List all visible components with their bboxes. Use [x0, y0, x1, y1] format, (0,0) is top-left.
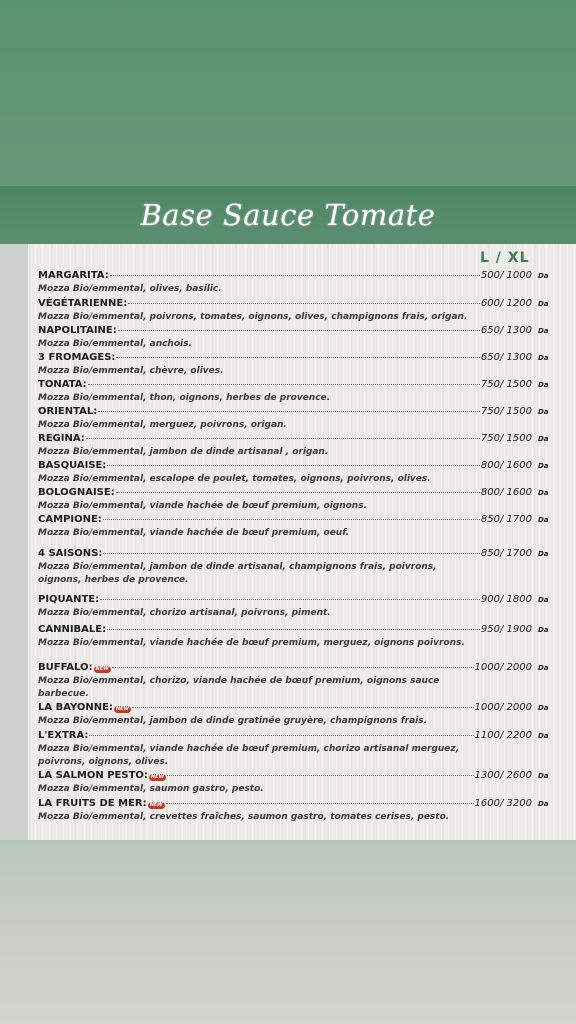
- pizza-description: Mozza Bio/emmental, viande hachée de bœuf premium, chorizo artisanal merguez, poivrons, oignons, olives.: [38, 744, 460, 767]
- pizza-price: 950/ 1900: [480, 624, 532, 635]
- pizza-description: Mozza Bio/emmental, thon, oignons, herbes de provence.: [38, 393, 331, 403]
- pizza-name: BASQUAISE:: [38, 460, 107, 471]
- pizza-price: 1000/ 2000: [474, 702, 532, 713]
- footer-background: [0, 840, 576, 1024]
- currency-label: Da: [538, 516, 549, 524]
- currency-label: Da: [538, 704, 549, 712]
- pizza-price: 1600/ 3200: [474, 798, 532, 809]
- pizza-item: [38, 270, 550, 296]
- pizza-description: Mozza Bio/emmental, chorizo, viande hachée de bœuf premium, oignons sauce barbecue.: [38, 676, 440, 699]
- currency-label: Da: [538, 462, 549, 470]
- new-badge: NEW: [115, 706, 130, 712]
- pizza-price: 500/ 1000: [480, 270, 532, 281]
- currency-label: Da: [538, 300, 549, 308]
- new-badge: NEW: [150, 774, 165, 780]
- pizza-name: L'EXTRA:: [38, 730, 89, 741]
- pizza-line: [38, 514, 550, 527]
- pizza-item: [38, 624, 550, 650]
- pizza-line: [38, 770, 550, 783]
- pizza-description: Mozza Bio/emmental, olives, basilic.: [38, 284, 222, 294]
- pizza-name: TONATA:: [38, 379, 87, 390]
- pizza-description: Mozza Bio/emmental, saumon gastro, pesto.: [38, 784, 264, 794]
- pizza-price: 800/ 1600: [480, 460, 532, 471]
- pizza-description: Mozza Bio/emmental, crevettes fraîches, saumon gastro, tomates cerises, pesto.: [38, 812, 450, 822]
- pizza-price: 750/ 1500: [480, 433, 532, 444]
- currency-label: Da: [538, 732, 549, 740]
- pizza-item: [38, 770, 550, 796]
- pizza-description: Mozza Bio/emmental, jambon de dinde artisanal , origan.: [38, 447, 329, 457]
- pizza-name: MARGARITA:: [38, 270, 109, 281]
- dot-leader: [98, 411, 480, 412]
- title-band: [0, 186, 576, 244]
- new-badge: NEW: [149, 802, 163, 808]
- pizza-description: Mozza Bio/emmental, anchois.: [38, 339, 192, 349]
- pizza-description: Mozza Bio/emmental, viande hachée de bœuf premium, merguez, oignons poivrons.: [38, 638, 465, 648]
- pizza-line: [38, 702, 550, 715]
- pizza-item: [38, 594, 550, 620]
- dot-leader: [89, 735, 473, 736]
- pizza-line: [38, 594, 550, 607]
- pizza-name: LA SALMON PESTO:: [38, 770, 148, 781]
- pizza-item: [38, 325, 550, 351]
- currency-label: Da: [538, 800, 549, 808]
- pizza-item: [38, 798, 550, 824]
- pizza-description: Mozza Bio/emmental, jambon de dinde artisanal, champignons frais, poivrons, oignons, herbes de provence.: [38, 562, 437, 585]
- new-badge: NEW: [95, 666, 109, 672]
- pizza-line: [38, 406, 550, 419]
- pizza-description: Mozza Bio/emmental, escalope de poulet, tomates, oignons, poivrons, olives.: [38, 474, 431, 484]
- menu-title: Base Sauce Tomate: [140, 198, 436, 232]
- currency-label: Da: [538, 489, 549, 497]
- pizza-price: 650/ 1300: [480, 352, 532, 363]
- dot-leader: [116, 357, 480, 358]
- pizza-description: Mozza Bio/emmental, jambon de dinde gratinée gruyère, champignons frais.: [38, 716, 427, 726]
- size-header: L / XL: [480, 250, 530, 266]
- currency-label: Da: [538, 596, 549, 604]
- pizza-line: [38, 298, 550, 311]
- pizza-name: REGINA:: [38, 433, 85, 444]
- pizza-name: CAMPIONE:: [38, 514, 102, 525]
- pizza-price: 650/ 1300: [480, 325, 532, 336]
- dot-leader: [107, 465, 480, 466]
- pizza-item: [38, 433, 550, 459]
- dot-leader: [167, 775, 474, 776]
- pizza-price: 850/ 1700: [480, 548, 532, 559]
- pizza-line: [38, 352, 550, 365]
- pizza-price: 900/ 1800: [480, 594, 532, 605]
- pizza-description: Mozza Bio/emmental, merguez, poivrons, origan.: [38, 420, 287, 430]
- pizza-line: [38, 487, 550, 500]
- pizza-description: Mozza Bio/emmental, chorizo artisanal, poivrons, piment.: [38, 608, 331, 618]
- pizza-name: NAPOLITAINE:: [38, 325, 117, 336]
- pizza-line: [38, 798, 550, 811]
- pizza-line: [38, 325, 550, 338]
- pizza-name: LA BAYONNE:: [38, 702, 113, 713]
- dot-leader: [110, 275, 480, 276]
- dot-leader: [88, 384, 480, 385]
- pizza-line: [38, 730, 550, 743]
- currency-label: Da: [538, 381, 549, 389]
- pizza-item: [38, 702, 550, 728]
- dot-leader: [107, 629, 480, 630]
- dot-leader: [100, 599, 480, 600]
- pizza-description: Mozza Bio/emmental, viande hachée de bœuf premium, oignons.: [38, 501, 367, 511]
- pizza-name: CANNIBALE:: [38, 624, 107, 635]
- dot-leader: [116, 492, 480, 493]
- pizza-price: 850/ 1700: [480, 514, 532, 525]
- pizza-line: [38, 433, 550, 446]
- pizza-name: PIQUANTE:: [38, 594, 100, 605]
- pizza-name: BOLOGNAISE:: [38, 487, 115, 498]
- dot-leader: [132, 707, 473, 708]
- dot-leader: [103, 553, 480, 554]
- currency-label: Da: [538, 327, 549, 335]
- pizza-item: [38, 406, 550, 432]
- pizza-name: 4 SAISONS:: [38, 548, 103, 559]
- pizza-description: Mozza Bio/emmental, chèvre, olives.: [38, 366, 224, 376]
- dot-leader: [112, 667, 474, 668]
- pizza-price: 750/ 1500: [480, 379, 532, 390]
- pizza-line: [38, 624, 550, 637]
- pizza-line: [38, 379, 550, 392]
- dot-leader: [103, 519, 480, 520]
- pizza-price: 800/ 1600: [480, 487, 532, 498]
- currency-label: Da: [538, 550, 549, 558]
- pizza-item: [38, 352, 550, 378]
- pizza-price: 1300/ 2600: [474, 770, 532, 781]
- pizza-item: [38, 548, 550, 587]
- pizza-description: Mozza Bio/emmental, viande hachée de bœuf premium, oeuf.: [38, 528, 350, 538]
- currency-label: Da: [538, 408, 549, 416]
- currency-label: Da: [538, 354, 549, 362]
- dot-leader: [118, 330, 480, 331]
- pizza-price: 600/ 1200: [480, 298, 532, 309]
- dot-leader: [166, 803, 474, 804]
- pizza-price: 1000/ 2000: [474, 662, 532, 673]
- pizza-line: [38, 662, 550, 675]
- header-background: [0, 0, 576, 186]
- pizza-name: BUFFALO:: [38, 662, 93, 673]
- currency-label: Da: [538, 664, 549, 672]
- pizza-line: [38, 460, 550, 473]
- pizza-item: [38, 379, 550, 405]
- pizza-item: [38, 460, 550, 486]
- pizza-item: [38, 730, 550, 769]
- pizza-item: [38, 514, 550, 540]
- currency-label: Da: [538, 626, 549, 634]
- pizza-item: [38, 662, 550, 701]
- dot-leader: [86, 438, 480, 439]
- pizza-name: 3 FROMAGES:: [38, 352, 116, 363]
- pizza-price: 750/ 1500: [480, 406, 532, 417]
- dot-leader: [128, 303, 480, 304]
- pizza-item: [38, 487, 550, 513]
- pizza-price: 1100/ 2200: [474, 730, 532, 741]
- currency-label: Da: [538, 272, 549, 280]
- pizza-line: [38, 548, 550, 561]
- pizza-description: Mozza Bio/emmental, poivrons, tomates, oignons, olives, champignons frais, origan.: [38, 312, 468, 322]
- currency-label: Da: [538, 772, 549, 780]
- pizza-item: [38, 298, 550, 324]
- currency-label: Da: [538, 435, 549, 443]
- pizza-name: ORIENTAL:: [38, 406, 98, 417]
- pizza-line: [38, 270, 550, 283]
- pizza-name: LA FRUITS DE MER:: [38, 798, 147, 809]
- pizza-name: VÉGÉTARIENNE:: [38, 298, 128, 309]
